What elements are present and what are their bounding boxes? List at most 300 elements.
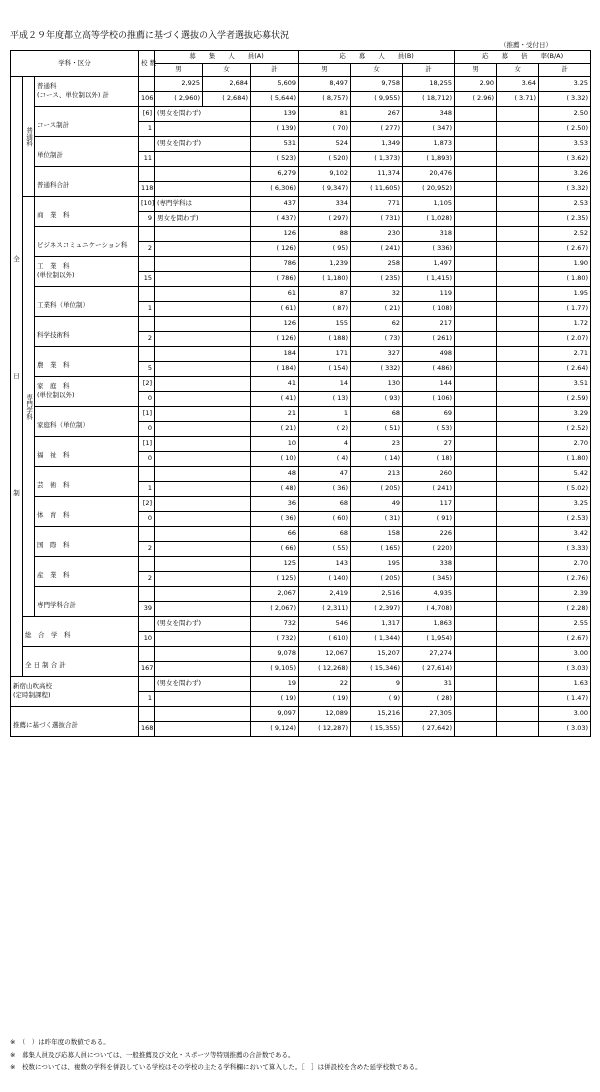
school-count: 5 (139, 362, 155, 377)
applicant-value: 68 (299, 527, 351, 542)
row-label (35, 317, 139, 347)
row-label (35, 467, 139, 497)
group-label-zen: 全 (13, 254, 20, 263)
applicant-value-previous: ( 13) (299, 392, 351, 407)
row-label-line2: 科学技術科 (37, 331, 70, 340)
recruit-total: 6,279 (251, 167, 299, 182)
school-count-combined (139, 557, 155, 572)
header-oubo: 応 募 人 員(B) (299, 51, 455, 64)
school-count-combined (139, 707, 155, 722)
applicant-value-previous: ( 4,708) (403, 602, 455, 617)
applicant-value: 1,317 (351, 617, 403, 632)
ratio-value-previous: ( 2.76) (539, 572, 591, 587)
row-label (35, 107, 139, 137)
ratio-value-previous (497, 722, 539, 737)
recruit-note (155, 317, 251, 332)
row-label-line2: 総 合 学 科 (25, 631, 71, 640)
recruit-total-previous: ( 10) (251, 452, 299, 467)
row-label-line2: 福 祉 科 (37, 451, 70, 460)
recruit-note (155, 557, 251, 572)
table-row (11, 227, 591, 242)
ratio-value: 1.63 (539, 677, 591, 692)
table-row (11, 347, 591, 362)
applicant-value: 27 (403, 437, 455, 452)
ratio-value (455, 467, 497, 482)
applicant-value-previous: ( 261) (403, 332, 455, 347)
recruit-total: 126 (251, 227, 299, 242)
ratio-value-previous (455, 632, 497, 647)
recruit-note (155, 467, 251, 482)
school-count: 2 (139, 542, 155, 557)
recruit-note: (専門学科は (155, 197, 251, 212)
recruit-total: 9,078 (251, 647, 299, 662)
school-count: 0 (139, 422, 155, 437)
header-total: 計 (539, 64, 591, 77)
ratio-value-previous: ( 3.03) (539, 662, 591, 677)
applicant-value-previous: ( 15,346) (351, 662, 403, 677)
applicant-value-previous: ( 73) (351, 332, 403, 347)
recruit-note (155, 437, 251, 452)
applicant-value: 62 (351, 317, 403, 332)
applicant-value: 144 (403, 377, 455, 392)
ratio-value-previous: ( 2.67) (539, 242, 591, 257)
ratio-value-previous (455, 422, 497, 437)
applicant-value-previous: ( 1,028) (403, 212, 455, 227)
applicant-value-previous: ( 27,642) (403, 722, 455, 737)
applicant-value-previous: ( 106) (403, 392, 455, 407)
row-label (23, 647, 139, 677)
recruit-note-2 (155, 302, 251, 317)
applicant-value: 15,216 (351, 707, 403, 722)
applicant-value-previous: ( 31) (351, 512, 403, 527)
applicant-value: 498 (403, 347, 455, 362)
recruit-note (155, 647, 251, 662)
applicant-value: 318 (403, 227, 455, 242)
applicant-value: 1,349 (351, 137, 403, 152)
applicant-value-previous: ( 36) (299, 482, 351, 497)
recruit-total-previous: ( 786) (251, 272, 299, 287)
row-label-line2: 専門学科合計 (37, 601, 76, 610)
applicant-value-previous: ( 20,952) (403, 182, 455, 197)
applicant-value-previous: ( 154) (299, 362, 351, 377)
applicant-value-previous: ( 93) (351, 392, 403, 407)
row-label (35, 227, 139, 257)
footnote: ※ 募集人員及び応募人員については、一般推薦及び文化・スポーツ等特別推薦の合計数である。 (10, 1050, 295, 1059)
recruit-total-previous: ( 437) (251, 212, 299, 227)
ratio-value (497, 407, 539, 422)
table-row (11, 287, 591, 302)
ratio-value (497, 227, 539, 242)
ratio-value: 3.42 (539, 527, 591, 542)
ratio-value (455, 557, 497, 572)
school-count: 2 (139, 242, 155, 257)
applicant-value: 2,516 (351, 587, 403, 602)
header-male: 男 (155, 64, 203, 77)
applicant-value: 12,067 (299, 647, 351, 662)
applicant-value-previous: ( 277) (351, 122, 403, 137)
ratio-value (497, 527, 539, 542)
school-count: 15 (139, 272, 155, 287)
table-row (11, 377, 591, 392)
row-label (35, 407, 139, 437)
applicant-value: 69 (403, 407, 455, 422)
applicant-value-previous: ( 55) (299, 542, 351, 557)
ratio-value: 2.53 (539, 197, 591, 212)
ratio-value-previous (497, 422, 539, 437)
school-count-combined (139, 317, 155, 332)
applicant-value-previous: ( 205) (351, 482, 403, 497)
ratio-value (455, 527, 497, 542)
ratio-value-previous (455, 602, 497, 617)
ratio-value (497, 137, 539, 152)
applicant-value-previous: ( 610) (299, 632, 351, 647)
recruit-total: 786 (251, 257, 299, 272)
ratio-value (497, 647, 539, 662)
applicant-value-previous: ( 91) (403, 512, 455, 527)
ratio-value-previous (455, 272, 497, 287)
recruit-note (155, 227, 251, 242)
recruit-total-previous: ( 184) (251, 362, 299, 377)
school-count: 118 (139, 182, 155, 197)
recruit-total: 36 (251, 497, 299, 512)
school-count: 2 (139, 332, 155, 347)
school-count-combined: [10] (139, 197, 155, 212)
recruit-total-previous: ( 2,067) (251, 602, 299, 617)
recruit-total: 437 (251, 197, 299, 212)
applicant-value: 771 (351, 197, 403, 212)
ratio-value-previous: ( 3.32) (539, 92, 591, 107)
applicant-value: 546 (299, 617, 351, 632)
ratio-value-previous: ( 1.77) (539, 302, 591, 317)
school-count: 2 (139, 572, 155, 587)
table-row (11, 617, 591, 632)
recruit-note-2 (155, 722, 251, 737)
applicant-value: 327 (351, 347, 403, 362)
ratio-value-previous (455, 212, 497, 227)
table-row (11, 677, 591, 692)
applicant-value: 334 (299, 197, 351, 212)
row-label (11, 677, 139, 707)
ratio-value: 2.52 (539, 227, 591, 242)
recruit-total-previous: ( 41) (251, 392, 299, 407)
recruit-note (155, 167, 251, 182)
ratio-value-previous: ( 3.33) (539, 542, 591, 557)
applicant-value: 1,873 (403, 137, 455, 152)
ratio-value (497, 437, 539, 452)
applicant-value: 267 (351, 107, 403, 122)
table-row (11, 587, 591, 602)
applicant-value: 4 (299, 437, 351, 452)
applicant-value: 230 (351, 227, 403, 242)
row-label (35, 197, 139, 227)
ratio-value-previous (497, 182, 539, 197)
row-label (11, 707, 139, 737)
ratio-value (497, 257, 539, 272)
ratio-value-previous (455, 242, 497, 257)
applicant-value: 2,419 (299, 587, 351, 602)
school-count-combined (139, 587, 155, 602)
recruit-note-2 (155, 152, 251, 167)
school-count: 0 (139, 512, 155, 527)
ratio-value-previous (455, 152, 497, 167)
ratio-value: 2.90 (455, 77, 497, 92)
row-label-line2: 産 業 科 (37, 571, 70, 580)
applicant-value-previous: ( 241) (403, 482, 455, 497)
recruit-total-previous: ( 732) (251, 632, 299, 647)
applicant-value: 15,207 (351, 647, 403, 662)
ratio-value-previous (497, 512, 539, 527)
applicant-value: 338 (403, 557, 455, 572)
applicant-value-previous: ( 205) (351, 572, 403, 587)
ratio-value-previous (497, 362, 539, 377)
ratio-value: 3.29 (539, 407, 591, 422)
applicant-value: 226 (403, 527, 455, 542)
school-count: 9 (139, 212, 155, 227)
ratio-value-previous (455, 542, 497, 557)
applicant-value-previous: ( 51) (351, 422, 403, 437)
footnote: ※ 校数については、複数の学科を併設している学校はその学校の主たる学科欄において算入した。［ ］は併設校を含めた延学校数である。 (10, 1063, 422, 1071)
ratio-value (455, 347, 497, 362)
recruit-note-2 (155, 572, 251, 587)
ratio-value-previous (455, 482, 497, 497)
recruit-total-previous: ( 19) (251, 692, 299, 707)
school-count-combined (139, 467, 155, 482)
ratio-value-previous (455, 452, 497, 467)
school-count: 10 (139, 632, 155, 647)
ratio-value: 3.25 (539, 497, 591, 512)
row-label-line2: 国 際 科 (37, 541, 70, 550)
applicant-value: 87 (299, 287, 351, 302)
school-count-combined (139, 287, 155, 302)
group-label-sei: 制 (13, 489, 20, 498)
applicant-value: 217 (403, 317, 455, 332)
school-count-combined (139, 677, 155, 692)
applicant-value: 1,497 (403, 257, 455, 272)
school-count-combined (139, 347, 155, 362)
header-female: 女 (497, 64, 539, 77)
applicant-value: 119 (403, 287, 455, 302)
recruit-total: 126 (251, 317, 299, 332)
ratio-value-previous (497, 152, 539, 167)
ratio-value-previous (497, 542, 539, 557)
ratio-value-previous: ( 3.71) (497, 92, 539, 107)
applicant-value: 68 (351, 407, 403, 422)
recruit-note (155, 407, 251, 422)
applicant-value-previous: ( 220) (403, 542, 455, 557)
applicant-value: 195 (351, 557, 403, 572)
recruit-note-2 (155, 692, 251, 707)
table-row (11, 467, 591, 482)
applicant-value-previous: ( 4) (299, 452, 351, 467)
recruit-total: 9,097 (251, 707, 299, 722)
row-label (35, 137, 139, 167)
row-label (35, 77, 139, 107)
header-female: 女 (203, 64, 251, 77)
ratio-value-previous (455, 332, 497, 347)
row-label-line2: 農 業 科 (37, 361, 70, 370)
ratio-value-previous: ( 2.96) (455, 92, 497, 107)
applicant-value: 23 (351, 437, 403, 452)
recruit-total: 732 (251, 617, 299, 632)
row-label (35, 377, 139, 407)
applicant-value: 130 (351, 377, 403, 392)
recruit-total-previous: ( 36) (251, 512, 299, 527)
ratio-value (455, 677, 497, 692)
ratio-value: 3.00 (539, 647, 591, 662)
row-label-line1: 普通科 (37, 82, 57, 91)
recruit-total: 531 (251, 137, 299, 152)
row-label-line2: 体 育 科 (37, 511, 70, 520)
recruit-total: 184 (251, 347, 299, 362)
row-label-line2: 工業科（単位制） (37, 301, 89, 310)
applicant-value: 11,374 (351, 167, 403, 182)
ratio-value-previous: ( 2.50) (539, 122, 591, 137)
school-count-combined (139, 137, 155, 152)
recruit-total-previous: ( 66) (251, 542, 299, 557)
applicant-value-previous: ( 731) (351, 212, 403, 227)
school-count-combined (139, 647, 155, 662)
recruit-female: ( 2,684) (203, 92, 251, 107)
recruit-note-2 (155, 662, 251, 677)
ratio-value-previous (455, 302, 497, 317)
ratio-value (497, 287, 539, 302)
ratio-value-previous (455, 722, 497, 737)
applicant-value-previous: ( 14) (351, 452, 403, 467)
ratio-value (497, 497, 539, 512)
applicant-value: 20,476 (403, 167, 455, 182)
applicant-value-previous: ( 53) (403, 422, 455, 437)
recruit-note: (男女を問わず) (155, 107, 251, 122)
row-label-line2: (単位制以外) (37, 391, 75, 400)
group-futsu: 普通科 (23, 77, 35, 197)
row-label (23, 617, 139, 647)
ratio-value: 2.70 (539, 437, 591, 452)
ratio-value (497, 167, 539, 182)
applicant-value-previous: ( 2) (299, 422, 351, 437)
applicant-value-previous: ( 18,712) (403, 92, 455, 107)
recruit-total-previous: ( 523) (251, 152, 299, 167)
ratio-value-previous: ( 1.47) (539, 692, 591, 707)
ratio-value (497, 557, 539, 572)
applicant-value: 1,863 (403, 617, 455, 632)
recruit-note: (男女を問わず) (155, 617, 251, 632)
row-label-line1: 工 業 科 (37, 262, 70, 271)
row-label (35, 527, 139, 557)
ratio-value (455, 437, 497, 452)
unit-note: （推薦・受付日） (500, 41, 552, 49)
row-label (35, 557, 139, 587)
applicant-value-previous: ( 140) (299, 572, 351, 587)
applicant-value: 9 (351, 677, 403, 692)
school-count: 0 (139, 392, 155, 407)
row-label-line2: 家庭科（単位制） (37, 421, 89, 430)
ratio-value (497, 317, 539, 332)
ratio-value-previous (497, 272, 539, 287)
recruit-total: 5,609 (251, 77, 299, 92)
ratio-value: 3.26 (539, 167, 591, 182)
recruit-male: ( 2,960) (155, 92, 203, 107)
applicant-value: 18,255 (403, 77, 455, 92)
group-senmon: 専門学科 (23, 197, 35, 617)
applicant-value-previous: ( 345) (403, 572, 455, 587)
recruit-note (155, 287, 251, 302)
ratio-value: 1.72 (539, 317, 591, 332)
applicant-value-previous: ( 347) (403, 122, 455, 137)
school-count: 1 (139, 122, 155, 137)
ratio-value (497, 107, 539, 122)
applicant-value-previous: ( 60) (299, 512, 351, 527)
recruit-total-previous: ( 126) (251, 242, 299, 257)
row-label-line1: 新宿山吹高校 (13, 682, 52, 691)
ratio-value-previous (497, 692, 539, 707)
recruit-total: 21 (251, 407, 299, 422)
applicant-value-previous: ( 1,893) (403, 152, 455, 167)
recruit-total-previous: ( 9,105) (251, 662, 299, 677)
ratio-value-previous (497, 482, 539, 497)
recruit-note-2 (155, 422, 251, 437)
applicant-value: 258 (351, 257, 403, 272)
applicant-value-previous: ( 336) (403, 242, 455, 257)
ratio-value (497, 707, 539, 722)
row-label-line2: コース制計 (37, 121, 70, 130)
recruit-note-2 (155, 362, 251, 377)
applicant-value-previous: ( 1,954) (403, 632, 455, 647)
school-count: 106 (139, 92, 155, 107)
applicant-value: 1 (299, 407, 351, 422)
applicant-value-previous: ( 1,415) (403, 272, 455, 287)
applicant-value: 155 (299, 317, 351, 332)
recruit-note (155, 527, 251, 542)
recruit-note: (男女を問わず) (155, 677, 251, 692)
recruit-note (155, 257, 251, 272)
ratio-value-previous: ( 1.80) (539, 452, 591, 467)
recruit-total-previous: ( 125) (251, 572, 299, 587)
applicant-value-previous: ( 1,180) (299, 272, 351, 287)
header-category: 学科・区分 (11, 51, 139, 77)
row-label-line2: 商 業 科 (37, 211, 70, 220)
applicant-value-previous: ( 165) (351, 542, 403, 557)
ratio-value (497, 377, 539, 392)
ratio-value-previous (497, 632, 539, 647)
recruit-female: 2,684 (203, 77, 251, 92)
recruit-total: 125 (251, 557, 299, 572)
ratio-value: 2.70 (539, 557, 591, 572)
ratio-value-previous (455, 122, 497, 137)
applicant-value: 260 (403, 467, 455, 482)
applicant-value-previous: ( 12,268) (299, 662, 351, 677)
recruit-total: 61 (251, 287, 299, 302)
recruit-note-2 (155, 482, 251, 497)
applicant-value-previous: ( 28) (403, 692, 455, 707)
ratio-value-previous: ( 2.64) (539, 362, 591, 377)
ratio-value-previous: ( 2.52) (539, 422, 591, 437)
ratio-value-previous (455, 572, 497, 587)
recruit-note-2 (155, 392, 251, 407)
ratio-value (455, 647, 497, 662)
applicant-value-previous: ( 70) (299, 122, 351, 137)
ratio-value: 2.39 (539, 587, 591, 602)
table-row (11, 197, 591, 212)
ratio-value (455, 227, 497, 242)
table-row (11, 257, 591, 272)
applicant-value-previous: ( 520) (299, 152, 351, 167)
ratio-value-previous (497, 602, 539, 617)
ratio-value: 3.64 (497, 77, 539, 92)
ratio-value-previous: ( 2.35) (539, 212, 591, 227)
row-label-line2: ビジネスコミュニケーション科 (37, 241, 128, 250)
applicant-value: 524 (299, 137, 351, 152)
recruit-note-2 (155, 542, 251, 557)
